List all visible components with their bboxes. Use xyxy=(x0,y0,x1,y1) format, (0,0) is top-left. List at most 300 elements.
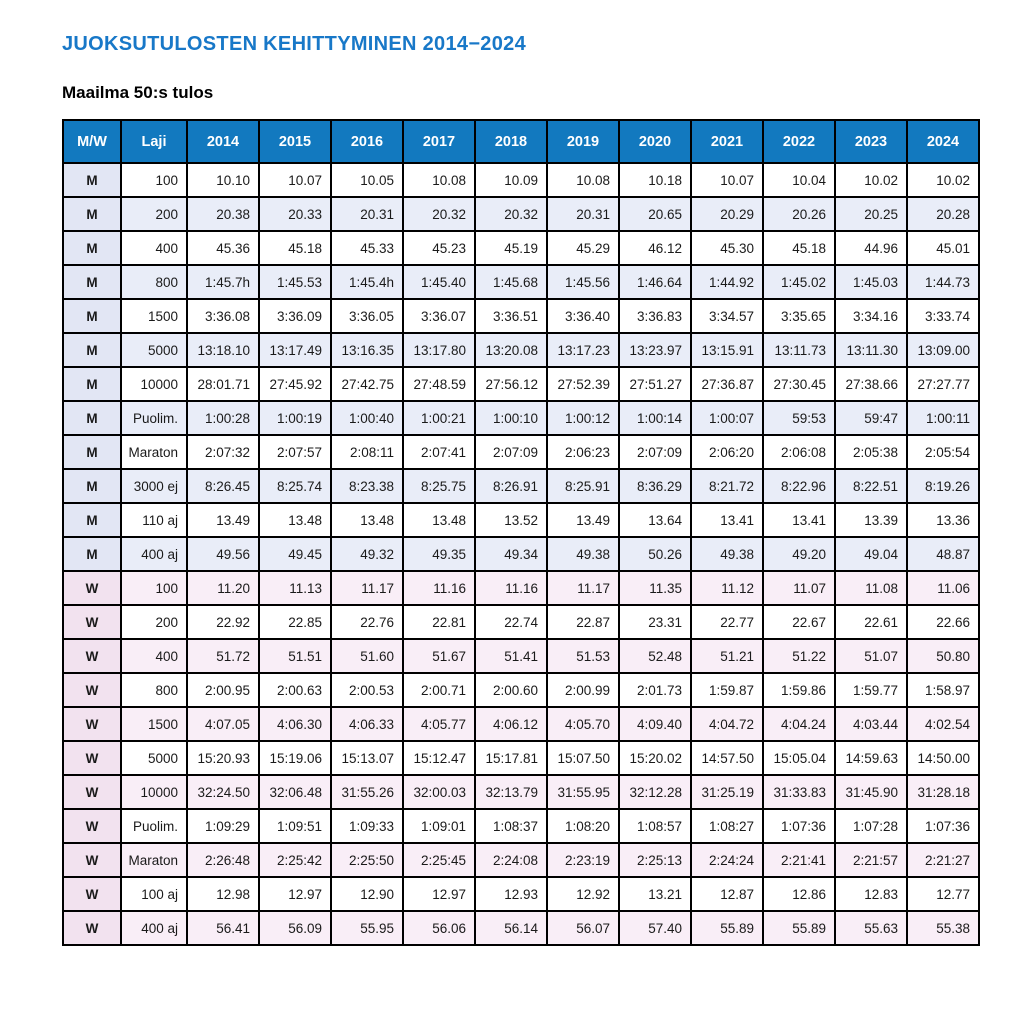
result-cell-2020: 1:00:14 xyxy=(619,401,691,435)
result-cell-2019: 45.29 xyxy=(547,231,619,265)
column-header-2023: 2023 xyxy=(835,120,907,163)
result-cell-2021: 3:34.57 xyxy=(691,299,763,333)
result-cell-2016: 4:06.33 xyxy=(331,707,403,741)
gender-cell: M xyxy=(63,435,121,469)
result-cell-2014: 2:07:32 xyxy=(187,435,259,469)
result-cell-2024: 1:00:11 xyxy=(907,401,979,435)
result-cell-2019: 22.87 xyxy=(547,605,619,639)
result-cell-2017: 2:25:45 xyxy=(403,843,475,877)
gender-cell: W xyxy=(63,741,121,775)
result-cell-2015: 13:17.49 xyxy=(259,333,331,367)
result-cell-2022: 1:59.86 xyxy=(763,673,835,707)
result-cell-2022: 1:07:36 xyxy=(763,809,835,843)
result-cell-2019: 1:08:20 xyxy=(547,809,619,843)
gender-cell: W xyxy=(63,809,121,843)
event-cell: 3000 ej xyxy=(121,469,187,503)
result-cell-2015: 13.48 xyxy=(259,503,331,537)
result-cell-2016: 15:13.07 xyxy=(331,741,403,775)
result-cell-2021: 55.89 xyxy=(691,911,763,945)
result-cell-2020: 20.65 xyxy=(619,197,691,231)
event-cell: 5000 xyxy=(121,333,187,367)
result-cell-2016: 27:42.75 xyxy=(331,367,403,401)
table-row xyxy=(63,367,979,401)
table-row xyxy=(63,265,979,299)
table-row xyxy=(63,163,979,197)
result-cell-2017: 10.08 xyxy=(403,163,475,197)
result-cell-2017: 1:45.40 xyxy=(403,265,475,299)
result-cell-2021: 14:57.50 xyxy=(691,741,763,775)
event-cell: 200 xyxy=(121,197,187,231)
result-cell-2016: 2:00.53 xyxy=(331,673,403,707)
result-cell-2016: 1:09:33 xyxy=(331,809,403,843)
result-cell-2022: 49.20 xyxy=(763,537,835,571)
result-cell-2020: 10.18 xyxy=(619,163,691,197)
table-row xyxy=(63,605,979,639)
result-cell-2015: 15:19.06 xyxy=(259,741,331,775)
result-cell-2019: 1:45.56 xyxy=(547,265,619,299)
result-cell-2019: 13.49 xyxy=(547,503,619,537)
result-cell-2017: 13.48 xyxy=(403,503,475,537)
event-cell: 400 aj xyxy=(121,537,187,571)
result-cell-2015: 12.97 xyxy=(259,877,331,911)
page-subtitle: Maailma 50:s tulos xyxy=(62,83,214,102)
result-cell-2024: 8:19.26 xyxy=(907,469,979,503)
result-cell-2023: 51.07 xyxy=(835,639,907,673)
result-cell-2016: 3:36.05 xyxy=(331,299,403,333)
result-cell-2021: 1:00:07 xyxy=(691,401,763,435)
result-cell-2021: 13.41 xyxy=(691,503,763,537)
gender-cell: W xyxy=(63,707,121,741)
table-row xyxy=(63,809,979,843)
gender-cell: W xyxy=(63,673,121,707)
result-cell-2017: 2:07:41 xyxy=(403,435,475,469)
result-cell-2016: 49.32 xyxy=(331,537,403,571)
result-cell-2019: 15:07.50 xyxy=(547,741,619,775)
result-cell-2022: 45.18 xyxy=(763,231,835,265)
result-cell-2019: 4:05.70 xyxy=(547,707,619,741)
result-cell-2023: 44.96 xyxy=(835,231,907,265)
result-cell-2018: 51.41 xyxy=(475,639,547,673)
result-cell-2017: 1:00:21 xyxy=(403,401,475,435)
event-cell: Maraton xyxy=(121,843,187,877)
result-cell-2022: 1:45.02 xyxy=(763,265,835,299)
gender-cell: M xyxy=(63,197,121,231)
result-cell-2014: 51.72 xyxy=(187,639,259,673)
column-header-2022: 2022 xyxy=(763,120,835,163)
result-cell-2014: 56.41 xyxy=(187,911,259,945)
result-cell-2023: 2:05:38 xyxy=(835,435,907,469)
result-cell-2019: 2:23:19 xyxy=(547,843,619,877)
event-cell: 5000 xyxy=(121,741,187,775)
result-cell-2018: 8:26.91 xyxy=(475,469,547,503)
result-cell-2020: 1:46.64 xyxy=(619,265,691,299)
result-cell-2014: 13:18.10 xyxy=(187,333,259,367)
result-cell-2018: 12.93 xyxy=(475,877,547,911)
gender-cell: W xyxy=(63,639,121,673)
result-cell-2014: 32:24.50 xyxy=(187,775,259,809)
table-header-row xyxy=(63,120,979,163)
result-cell-2022: 13:11.73 xyxy=(763,333,835,367)
result-cell-2018: 1:45.68 xyxy=(475,265,547,299)
result-cell-2023: 1:07:28 xyxy=(835,809,907,843)
result-cell-2021: 2:06:20 xyxy=(691,435,763,469)
result-cell-2014: 13.49 xyxy=(187,503,259,537)
event-cell: 110 aj xyxy=(121,503,187,537)
result-cell-2023: 10.02 xyxy=(835,163,907,197)
result-cell-2020: 57.40 xyxy=(619,911,691,945)
event-cell: 1500 xyxy=(121,299,187,333)
result-cell-2015: 4:06.30 xyxy=(259,707,331,741)
result-cell-2017: 20.32 xyxy=(403,197,475,231)
result-cell-2014: 22.92 xyxy=(187,605,259,639)
result-cell-2020: 13:23.97 xyxy=(619,333,691,367)
result-cell-2024: 11.06 xyxy=(907,571,979,605)
result-cell-2017: 45.23 xyxy=(403,231,475,265)
result-cell-2017: 15:12.47 xyxy=(403,741,475,775)
result-cell-2018: 13:20.08 xyxy=(475,333,547,367)
gender-cell: W xyxy=(63,843,121,877)
gender-cell: M xyxy=(63,163,121,197)
result-cell-2021: 20.29 xyxy=(691,197,763,231)
result-cell-2020: 27:51.27 xyxy=(619,367,691,401)
event-cell: 800 xyxy=(121,265,187,299)
result-cell-2020: 15:20.02 xyxy=(619,741,691,775)
gender-cell: M xyxy=(63,333,121,367)
result-cell-2018: 13.52 xyxy=(475,503,547,537)
result-cell-2018: 1:08:37 xyxy=(475,809,547,843)
result-cell-2022: 55.89 xyxy=(763,911,835,945)
gender-cell: M xyxy=(63,265,121,299)
gender-cell: M xyxy=(63,367,121,401)
result-cell-2024: 27:27.77 xyxy=(907,367,979,401)
result-cell-2017: 13:17.80 xyxy=(403,333,475,367)
result-cell-2017: 12.97 xyxy=(403,877,475,911)
result-cell-2023: 13.39 xyxy=(835,503,907,537)
result-cell-2022: 12.86 xyxy=(763,877,835,911)
result-cell-2019: 2:06:23 xyxy=(547,435,619,469)
result-cell-2014: 2:26:48 xyxy=(187,843,259,877)
result-cell-2022: 3:35.65 xyxy=(763,299,835,333)
result-cell-2014: 49.56 xyxy=(187,537,259,571)
event-cell: 800 xyxy=(121,673,187,707)
result-cell-2023: 11.08 xyxy=(835,571,907,605)
result-cell-2016: 8:23.38 xyxy=(331,469,403,503)
result-cell-2018: 11.16 xyxy=(475,571,547,605)
result-cell-2021: 1:08:27 xyxy=(691,809,763,843)
event-cell: 400 xyxy=(121,639,187,673)
result-cell-2022: 51.22 xyxy=(763,639,835,673)
result-cell-2015: 2:07:57 xyxy=(259,435,331,469)
result-cell-2019: 51.53 xyxy=(547,639,619,673)
result-cell-2015: 1:09:51 xyxy=(259,809,331,843)
table-row xyxy=(63,435,979,469)
result-cell-2015: 3:36.09 xyxy=(259,299,331,333)
table-row xyxy=(63,843,979,877)
result-cell-2020: 4:09.40 xyxy=(619,707,691,741)
result-cell-2023: 1:45.03 xyxy=(835,265,907,299)
result-cell-2024: 1:58.97 xyxy=(907,673,979,707)
result-cell-2020: 2:01.73 xyxy=(619,673,691,707)
result-cell-2022: 20.26 xyxy=(763,197,835,231)
result-cell-2018: 49.34 xyxy=(475,537,547,571)
result-cell-2021: 12.87 xyxy=(691,877,763,911)
result-cell-2014: 2:00.95 xyxy=(187,673,259,707)
table-row xyxy=(63,639,979,673)
result-cell-2021: 8:21.72 xyxy=(691,469,763,503)
result-cell-2020: 52.48 xyxy=(619,639,691,673)
column-header-2018: 2018 xyxy=(475,120,547,163)
result-cell-2017: 2:00.71 xyxy=(403,673,475,707)
event-cell: Maraton xyxy=(121,435,187,469)
result-cell-2021: 31:25.19 xyxy=(691,775,763,809)
table-row xyxy=(63,877,979,911)
result-cell-2020: 2:07:09 xyxy=(619,435,691,469)
result-cell-2022: 31:33.83 xyxy=(763,775,835,809)
table-row xyxy=(63,401,979,435)
result-cell-2020: 11.35 xyxy=(619,571,691,605)
result-cell-2024: 13.36 xyxy=(907,503,979,537)
result-cell-2022: 59:53 xyxy=(763,401,835,435)
result-cell-2014: 15:20.93 xyxy=(187,741,259,775)
result-cell-2015: 1:45.53 xyxy=(259,265,331,299)
result-cell-2017: 56.06 xyxy=(403,911,475,945)
table-body xyxy=(63,163,979,945)
result-cell-2023: 59:47 xyxy=(835,401,907,435)
result-cell-2015: 22.85 xyxy=(259,605,331,639)
result-cell-2019: 11.17 xyxy=(547,571,619,605)
result-cell-2018: 2:00.60 xyxy=(475,673,547,707)
gender-cell: W xyxy=(63,775,121,809)
result-cell-2018: 32:13.79 xyxy=(475,775,547,809)
result-cell-2018: 56.14 xyxy=(475,911,547,945)
result-cell-2023: 13:11.30 xyxy=(835,333,907,367)
result-cell-2019: 56.07 xyxy=(547,911,619,945)
table-header xyxy=(63,120,979,163)
table-row xyxy=(63,537,979,571)
table-row xyxy=(63,503,979,537)
result-cell-2020: 13.64 xyxy=(619,503,691,537)
result-cell-2022: 4:04.24 xyxy=(763,707,835,741)
column-header-2014: 2014 xyxy=(187,120,259,163)
result-cell-2024: 4:02.54 xyxy=(907,707,979,741)
result-cell-2021: 1:44.92 xyxy=(691,265,763,299)
result-cell-2015: 11.13 xyxy=(259,571,331,605)
result-cell-2021: 2:24:24 xyxy=(691,843,763,877)
result-cell-2018: 22.74 xyxy=(475,605,547,639)
column-header-2024: 2024 xyxy=(907,120,979,163)
result-cell-2016: 13.48 xyxy=(331,503,403,537)
result-cell-2024: 13:09.00 xyxy=(907,333,979,367)
result-cell-2015: 8:25.74 xyxy=(259,469,331,503)
column-header-2019: 2019 xyxy=(547,120,619,163)
result-cell-2021: 45.30 xyxy=(691,231,763,265)
result-cell-2022: 22.67 xyxy=(763,605,835,639)
event-cell: 1500 xyxy=(121,707,187,741)
result-cell-2014: 1:00:28 xyxy=(187,401,259,435)
column-header-2021: 2021 xyxy=(691,120,763,163)
result-cell-2024: 2:05:54 xyxy=(907,435,979,469)
result-cell-2021: 11.12 xyxy=(691,571,763,605)
result-cell-2019: 10.08 xyxy=(547,163,619,197)
result-cell-2023: 3:34.16 xyxy=(835,299,907,333)
result-cell-2019: 8:25.91 xyxy=(547,469,619,503)
result-cell-2015: 56.09 xyxy=(259,911,331,945)
result-cell-2022: 2:21:41 xyxy=(763,843,835,877)
result-cell-2017: 3:36.07 xyxy=(403,299,475,333)
column-header-2020: 2020 xyxy=(619,120,691,163)
result-cell-2017: 51.67 xyxy=(403,639,475,673)
result-cell-2018: 20.32 xyxy=(475,197,547,231)
gender-cell: W xyxy=(63,571,121,605)
result-cell-2023: 1:59.77 xyxy=(835,673,907,707)
result-cell-2020: 13.21 xyxy=(619,877,691,911)
result-cell-2022: 8:22.96 xyxy=(763,469,835,503)
result-cell-2014: 4:07.05 xyxy=(187,707,259,741)
result-cell-2014: 3:36.08 xyxy=(187,299,259,333)
result-cell-2015: 45.18 xyxy=(259,231,331,265)
result-cell-2016: 10.05 xyxy=(331,163,403,197)
result-cell-2023: 14:59.63 xyxy=(835,741,907,775)
gender-cell: M xyxy=(63,299,121,333)
result-cell-2022: 10.04 xyxy=(763,163,835,197)
event-cell: 200 xyxy=(121,605,187,639)
result-cell-2017: 27:48.59 xyxy=(403,367,475,401)
result-cell-2022: 13.41 xyxy=(763,503,835,537)
column-header-2017: 2017 xyxy=(403,120,475,163)
results-table xyxy=(62,119,980,946)
result-cell-2016: 12.90 xyxy=(331,877,403,911)
result-cell-2016: 1:45.4h xyxy=(331,265,403,299)
result-cell-2024: 1:44.73 xyxy=(907,265,979,299)
table-row xyxy=(63,707,979,741)
result-cell-2018: 27:56.12 xyxy=(475,367,547,401)
result-cell-2016: 20.31 xyxy=(331,197,403,231)
result-cell-2018: 2:24:08 xyxy=(475,843,547,877)
result-cell-2022: 15:05.04 xyxy=(763,741,835,775)
result-cell-2024: 50.80 xyxy=(907,639,979,673)
result-cell-2021: 51.21 xyxy=(691,639,763,673)
result-cell-2019: 20.31 xyxy=(547,197,619,231)
result-cell-2016: 13:16.35 xyxy=(331,333,403,367)
gender-cell: W xyxy=(63,605,121,639)
gender-cell: M xyxy=(63,503,121,537)
result-cell-2014: 20.38 xyxy=(187,197,259,231)
event-cell: 100 aj xyxy=(121,877,187,911)
result-cell-2016: 2:08:11 xyxy=(331,435,403,469)
gender-cell: W xyxy=(63,877,121,911)
table-row xyxy=(63,775,979,809)
result-cell-2022: 27:30.45 xyxy=(763,367,835,401)
table-row xyxy=(63,741,979,775)
result-cell-2019: 31:55.95 xyxy=(547,775,619,809)
result-cell-2017: 49.35 xyxy=(403,537,475,571)
result-cell-2015: 2:25:42 xyxy=(259,843,331,877)
result-cell-2016: 2:25:50 xyxy=(331,843,403,877)
result-cell-2017: 4:05.77 xyxy=(403,707,475,741)
event-cell: 100 xyxy=(121,571,187,605)
gender-cell: M xyxy=(63,469,121,503)
event-cell: 400 xyxy=(121,231,187,265)
event-cell: 100 xyxy=(121,163,187,197)
result-cell-2014: 12.98 xyxy=(187,877,259,911)
result-cell-2021: 22.77 xyxy=(691,605,763,639)
result-cell-2014: 11.20 xyxy=(187,571,259,605)
result-cell-2020: 46.12 xyxy=(619,231,691,265)
result-cell-2019: 12.92 xyxy=(547,877,619,911)
result-cell-2023: 27:38.66 xyxy=(835,367,907,401)
result-cell-2017: 8:25.75 xyxy=(403,469,475,503)
result-cell-2021: 13:15.91 xyxy=(691,333,763,367)
result-cell-2024: 48.87 xyxy=(907,537,979,571)
result-cell-2014: 28:01.71 xyxy=(187,367,259,401)
result-cell-2018: 1:00:10 xyxy=(475,401,547,435)
column-header-2015: 2015 xyxy=(259,120,331,163)
result-cell-2020: 2:25:13 xyxy=(619,843,691,877)
result-cell-2021: 49.38 xyxy=(691,537,763,571)
result-cell-2021: 4:04.72 xyxy=(691,707,763,741)
result-cell-2018: 3:36.51 xyxy=(475,299,547,333)
result-cell-2024: 45.01 xyxy=(907,231,979,265)
column-header-m-w: M/W xyxy=(63,120,121,163)
result-cell-2023: 4:03.44 xyxy=(835,707,907,741)
result-cell-2022: 11.07 xyxy=(763,571,835,605)
result-cell-2020: 3:36.83 xyxy=(619,299,691,333)
result-cell-2014: 1:45.7h xyxy=(187,265,259,299)
event-cell: 10000 xyxy=(121,367,187,401)
result-cell-2023: 55.63 xyxy=(835,911,907,945)
result-cell-2023: 8:22.51 xyxy=(835,469,907,503)
result-cell-2015: 10.07 xyxy=(259,163,331,197)
result-cell-2018: 4:06.12 xyxy=(475,707,547,741)
result-cell-2023: 31:45.90 xyxy=(835,775,907,809)
result-cell-2024: 14:50.00 xyxy=(907,741,979,775)
result-cell-2018: 45.19 xyxy=(475,231,547,265)
table-row xyxy=(63,673,979,707)
result-cell-2023: 2:21:57 xyxy=(835,843,907,877)
table-row xyxy=(63,469,979,503)
result-cell-2021: 10.07 xyxy=(691,163,763,197)
result-cell-2023: 20.25 xyxy=(835,197,907,231)
result-cell-2017: 1:09:01 xyxy=(403,809,475,843)
result-cell-2014: 8:26.45 xyxy=(187,469,259,503)
result-cell-2024: 55.38 xyxy=(907,911,979,945)
result-cell-2020: 23.31 xyxy=(619,605,691,639)
result-cell-2020: 50.26 xyxy=(619,537,691,571)
event-cell: Puolim. xyxy=(121,401,187,435)
result-cell-2015: 2:00.63 xyxy=(259,673,331,707)
result-cell-2016: 51.60 xyxy=(331,639,403,673)
result-cell-2024: 31:28.18 xyxy=(907,775,979,809)
result-cell-2019: 1:00:12 xyxy=(547,401,619,435)
table-row xyxy=(63,911,979,945)
table-row xyxy=(63,197,979,231)
result-cell-2014: 10.10 xyxy=(187,163,259,197)
result-cell-2023: 12.83 xyxy=(835,877,907,911)
result-cell-2024: 10.02 xyxy=(907,163,979,197)
result-cell-2016: 11.17 xyxy=(331,571,403,605)
table-row xyxy=(63,571,979,605)
result-cell-2021: 1:59.87 xyxy=(691,673,763,707)
table-row xyxy=(63,299,979,333)
result-cell-2016: 55.95 xyxy=(331,911,403,945)
result-cell-2018: 10.09 xyxy=(475,163,547,197)
result-cell-2024: 3:33.74 xyxy=(907,299,979,333)
result-cell-2019: 27:52.39 xyxy=(547,367,619,401)
column-header-2016: 2016 xyxy=(331,120,403,163)
result-cell-2020: 1:08:57 xyxy=(619,809,691,843)
result-cell-2024: 22.66 xyxy=(907,605,979,639)
result-cell-2016: 31:55.26 xyxy=(331,775,403,809)
